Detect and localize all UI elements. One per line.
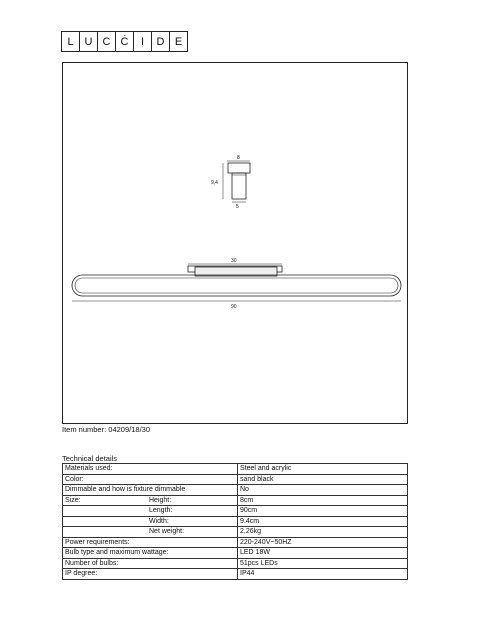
table-row bbox=[63, 548, 408, 559]
row-label-cell bbox=[63, 537, 238, 548]
table-row bbox=[63, 569, 408, 580]
row-value: 90cm bbox=[238, 506, 408, 517]
row-label-cell bbox=[63, 527, 238, 538]
logo-letter: E bbox=[169, 31, 188, 52]
row-label: Number of bulbs: bbox=[65, 559, 119, 567]
row-value: sand black bbox=[238, 474, 408, 485]
row-label: IP degree: bbox=[65, 570, 98, 578]
light-bar-inner bbox=[75, 278, 398, 293]
technical-details-table bbox=[62, 463, 408, 580]
dim-top-width: 8 bbox=[237, 155, 240, 161]
table-row bbox=[63, 495, 408, 506]
row-value: 8cm bbox=[238, 495, 408, 506]
front-view bbox=[72, 258, 401, 310]
row-label-cell bbox=[63, 474, 238, 485]
logo-letter: Ċ bbox=[115, 31, 134, 52]
row-label: Size: bbox=[65, 496, 81, 504]
dim-bottom-width: 5 bbox=[236, 204, 239, 210]
table-row bbox=[63, 516, 408, 527]
table-row bbox=[63, 537, 408, 548]
drawing-svg bbox=[63, 63, 409, 425]
row-value: IP44 bbox=[238, 569, 408, 580]
table-row bbox=[63, 474, 408, 485]
row-label: Bulb type and maximum wattage: bbox=[65, 549, 169, 557]
table-row bbox=[63, 558, 408, 569]
row-label: Power requirements: bbox=[65, 538, 130, 546]
row-sublabel: Net weight: bbox=[149, 528, 185, 536]
row-label-cell bbox=[63, 495, 238, 506]
row-sublabel: Width: bbox=[149, 517, 169, 525]
logo-letter: L bbox=[61, 31, 80, 52]
row-value: No bbox=[238, 485, 408, 496]
item-number-label: Item number: bbox=[62, 425, 107, 434]
row-sublabel: Length: bbox=[149, 507, 173, 515]
dim-side-height: 9,4 bbox=[211, 180, 218, 186]
row-value: 2.26kg bbox=[238, 527, 408, 538]
row-label: Color: bbox=[65, 475, 84, 483]
table-row bbox=[63, 527, 408, 538]
row-label-cell bbox=[63, 548, 238, 559]
dim-mount-length: 30 bbox=[231, 258, 237, 264]
row-label-cell bbox=[63, 569, 238, 580]
row-label: Materials used: bbox=[65, 465, 113, 473]
logo-letter: U bbox=[79, 31, 98, 52]
row-value: 220-240V~50HZ bbox=[238, 537, 408, 548]
logo-letter: C bbox=[97, 31, 116, 52]
row-value: 51pcs LEDs bbox=[238, 558, 408, 569]
item-number-value: 04209/18/30 bbox=[108, 425, 150, 434]
logo-letter: D bbox=[151, 31, 170, 52]
dim-total-length: 90 bbox=[231, 304, 237, 310]
row-label-cell bbox=[63, 516, 238, 527]
row-label-cell bbox=[63, 464, 238, 475]
logo-letter: I bbox=[133, 31, 152, 52]
side-view bbox=[211, 155, 250, 210]
row-value: Steel and acrylic bbox=[238, 464, 408, 475]
table-row bbox=[63, 464, 408, 475]
technical-details-title: Technical details bbox=[62, 454, 118, 463]
row-value: 9.4cm bbox=[238, 516, 408, 527]
row-label: Dimmable and how is fixture dimmable bbox=[65, 486, 186, 494]
row-sublabel: Height: bbox=[149, 496, 172, 504]
brand-logo bbox=[61, 31, 187, 51]
table-row bbox=[63, 485, 408, 496]
row-label-cell bbox=[63, 506, 238, 517]
row-label-cell bbox=[63, 558, 238, 569]
row-label-cell bbox=[63, 485, 238, 496]
bracket-body bbox=[232, 173, 246, 199]
bracket-top bbox=[228, 163, 250, 173]
item-number bbox=[62, 425, 150, 434]
table-row bbox=[63, 506, 408, 517]
technical-drawing bbox=[62, 62, 408, 424]
row-value: LED 18W bbox=[238, 548, 408, 559]
